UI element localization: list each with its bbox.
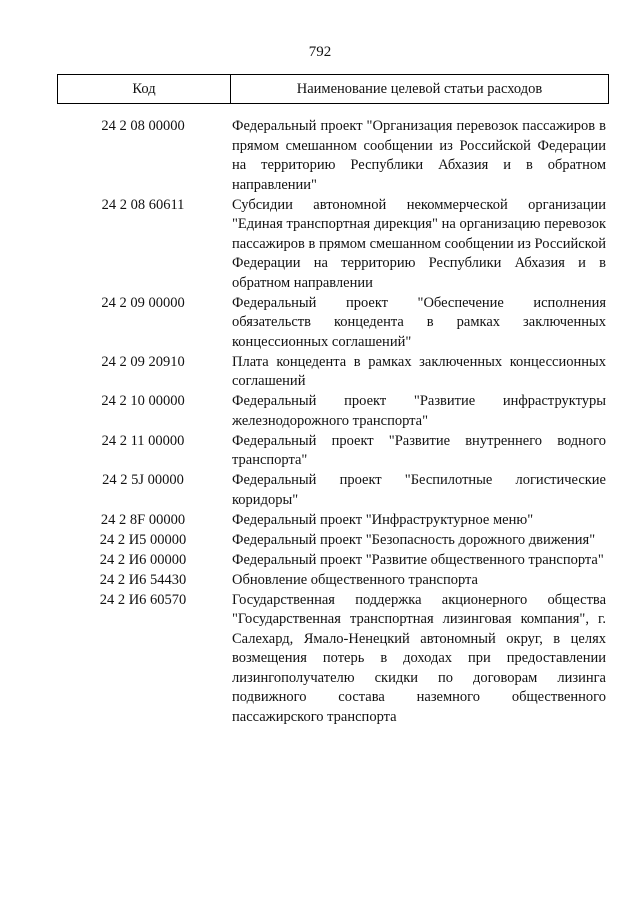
table-row xyxy=(57,353,609,392)
row-code: 24 2 08 00000 xyxy=(101,118,185,134)
table-row xyxy=(57,471,609,510)
row-name: Федеральный проект "Развитие внутреннего водного транспорта" xyxy=(232,432,606,468)
row-code: 24 2 5J 00000 xyxy=(102,472,184,488)
row-code: 24 2 И6 60570 xyxy=(99,591,187,608)
row-code: 24 2 08 60611 xyxy=(101,196,185,213)
row-code: 24 2 8F 00000 xyxy=(100,511,186,528)
table-row xyxy=(57,531,609,551)
table-row xyxy=(57,432,609,471)
row-code: 24 2 И6 00000 xyxy=(99,551,187,568)
row-name: Плата концедента в рамках заключенных концессионных соглашений xyxy=(232,353,606,389)
header-name: Наименование целевой статьи расходов xyxy=(296,80,543,97)
table-row xyxy=(57,551,609,571)
row-name: Федеральный проект "Развитие инфраструктуры железнодорожного транспорта" xyxy=(232,393,606,429)
row-name: Федеральный проект "Обеспечение исполнения обязательств концедента в рамках заключенных концессионных соглашений" xyxy=(232,294,606,350)
row-code: 24 2 09 00000 xyxy=(101,294,185,311)
row-name: Федеральный проект "Развитие общественного транспорта" xyxy=(232,551,604,568)
table-row xyxy=(57,294,609,353)
row-name: Федеральный проект "Организация перевозок пассажиров в прямом смешанном сообщении из Российской Федерации на территорию Республики Абхазия и в обратном направлении" xyxy=(232,118,606,193)
row-name: Федеральный проект "Безопасность дорожного движения" xyxy=(232,531,596,548)
row-name: Субсидии автономной некоммерческой организации "Единая транспортная дирекция" на организацию перевозок пассажиров в прямом смешанном сообщении из Российской Федерации на территорию Республики Абхазия и в обратном направлении xyxy=(232,196,606,291)
table-row xyxy=(57,591,609,728)
row-name: Федеральный проект "Беспилотные логистические коридоры" xyxy=(232,472,606,508)
row-name: Государственная поддержка акционерного общества "Государственная транспортная лизинговая компания", г. Салехард, Ямало-Ненецкий автономный округ, в целях возмещения потерь в доходах при предоставлении лизингополучателю скидки по договорам лизинга подвижного состава наземного общественного пассажирского транспорта xyxy=(232,591,606,725)
header-code: Код xyxy=(58,75,231,103)
row-code: 24 2 09 20910 xyxy=(101,353,185,370)
row-code: 24 2 И5 00000 xyxy=(99,531,187,548)
table-row xyxy=(57,196,609,294)
row-code: 24 2 11 00000 xyxy=(101,432,185,449)
row-name: Обновление общественного транспорта xyxy=(232,571,478,588)
table-row xyxy=(57,392,609,431)
table-row xyxy=(57,571,609,591)
table-row xyxy=(57,511,609,531)
table-row xyxy=(57,117,609,195)
table-header xyxy=(57,74,609,104)
row-code: 24 2 И6 54430 xyxy=(99,571,187,588)
row-name: Федеральный проект "Инфраструктурное меню" xyxy=(232,511,534,528)
table-body xyxy=(57,117,609,727)
row-code: 24 2 10 00000 xyxy=(101,393,185,409)
page-number: 792 xyxy=(308,44,332,60)
